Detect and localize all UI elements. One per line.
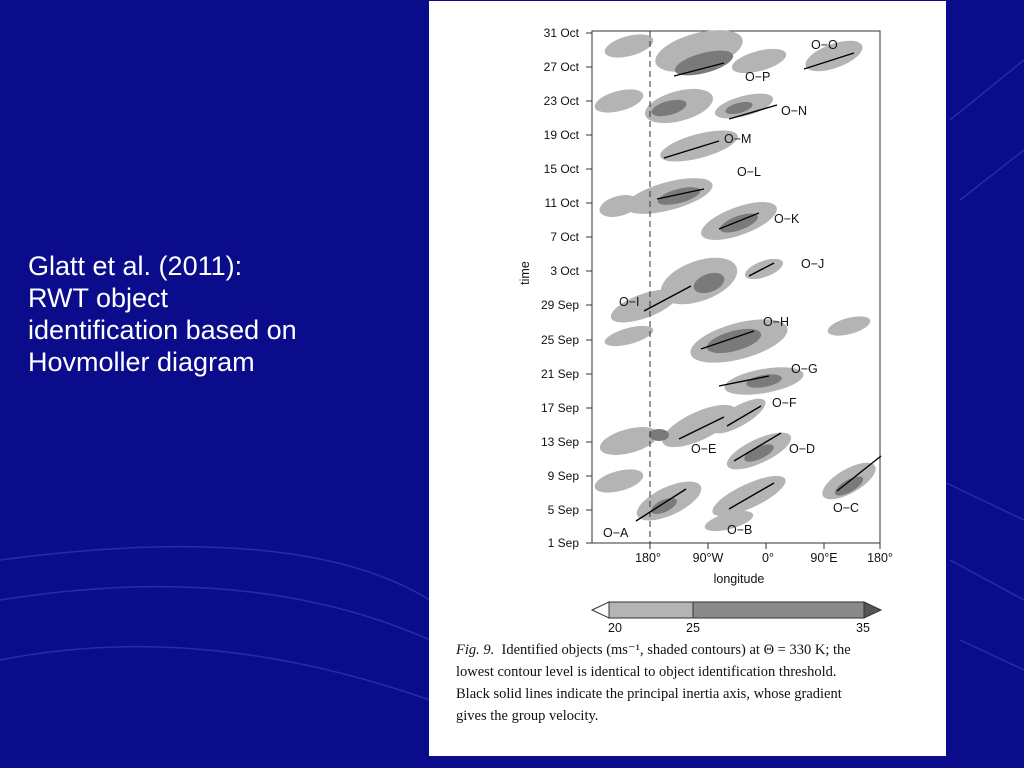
colorbar-tick-label: 25 (686, 621, 700, 635)
x-tick-label: 0° (762, 551, 774, 565)
colorbar (592, 602, 881, 618)
y-tick-marks (586, 33, 592, 543)
y-tick-label: 13 Sep (540, 435, 579, 449)
y-tick-label: 15 Oct (543, 162, 579, 176)
x-axis (635, 551, 893, 565)
object-label: O−P (745, 70, 771, 84)
x-axis-label: longitude (713, 572, 765, 586)
x-tick-label: 180° (867, 551, 893, 565)
y-axis-label: time (518, 261, 532, 285)
object-label: O−F (772, 396, 797, 410)
y-tick-label: 11 Oct (544, 196, 579, 210)
object-label: O−G (791, 362, 818, 376)
caption-line: gives the group velocity. (456, 708, 599, 724)
slide-text-line: Glatt et al. (2011): (28, 251, 243, 281)
slide-text-line: identification based on (28, 315, 297, 345)
y-tick-label: 3 Oct (550, 264, 579, 278)
object-label: O−H (763, 315, 790, 329)
object-label: O−C (833, 501, 860, 515)
slide-text (28, 250, 408, 378)
object-label: O−J (801, 257, 825, 271)
y-tick-label: 27 Oct (543, 60, 579, 74)
object-label: O−K (774, 212, 800, 226)
y-tick-label: 1 Sep (547, 536, 579, 550)
plot-area (592, 22, 881, 543)
y-tick-label: 9 Sep (547, 469, 579, 483)
x-tick-label: 90°E (810, 551, 838, 565)
slide-text-line: RWT object (28, 283, 169, 313)
x-tick-label: 90°W (692, 551, 724, 565)
y-tick-label: 29 Sep (540, 298, 579, 312)
caption-line: lowest contour level is identical to object identification threshold. (456, 664, 837, 680)
y-tick-label: 25 Sep (540, 333, 579, 347)
object-label: O−N (781, 104, 808, 118)
object-label: O−E (691, 442, 717, 456)
object-label: O−O (811, 38, 838, 52)
y-tick-label: 7 Oct (550, 230, 579, 244)
y-tick-label: 5 Sep (547, 503, 579, 517)
object-label: O−D (789, 442, 816, 456)
caption-line: Identified objects (ms⁻¹, shaded contours) at Θ = 330 K; the (501, 642, 851, 658)
object-label: O−B (727, 523, 753, 537)
figure-caption (456, 639, 946, 727)
y-tick-label: 31 Oct (543, 26, 579, 40)
object-label: O−A (603, 526, 629, 540)
object-label: O−I (619, 295, 640, 309)
y-tick-label: 17 Sep (540, 401, 579, 415)
object-label: O−L (737, 165, 761, 179)
caption-line: Black solid lines indicate the principal inertia axis, whose gradient (456, 686, 842, 702)
slide-text-line: Hovmoller diagram (28, 347, 255, 377)
x-tick-marks (650, 543, 880, 549)
y-axis (541, 26, 580, 550)
figure-panel (429, 1, 946, 756)
x-tick-label: 180° (635, 551, 661, 565)
colorbar-tick-label: 35 (856, 621, 870, 635)
y-tick-label: 19 Oct (543, 128, 579, 142)
caption-fig-label: Fig. 9. (456, 642, 495, 658)
y-tick-label: 23 Oct (543, 94, 579, 108)
colorbar-tick-label: 20 (608, 621, 622, 635)
object-label: O−M (724, 132, 752, 146)
y-tick-label: 21 Sep (540, 367, 579, 381)
